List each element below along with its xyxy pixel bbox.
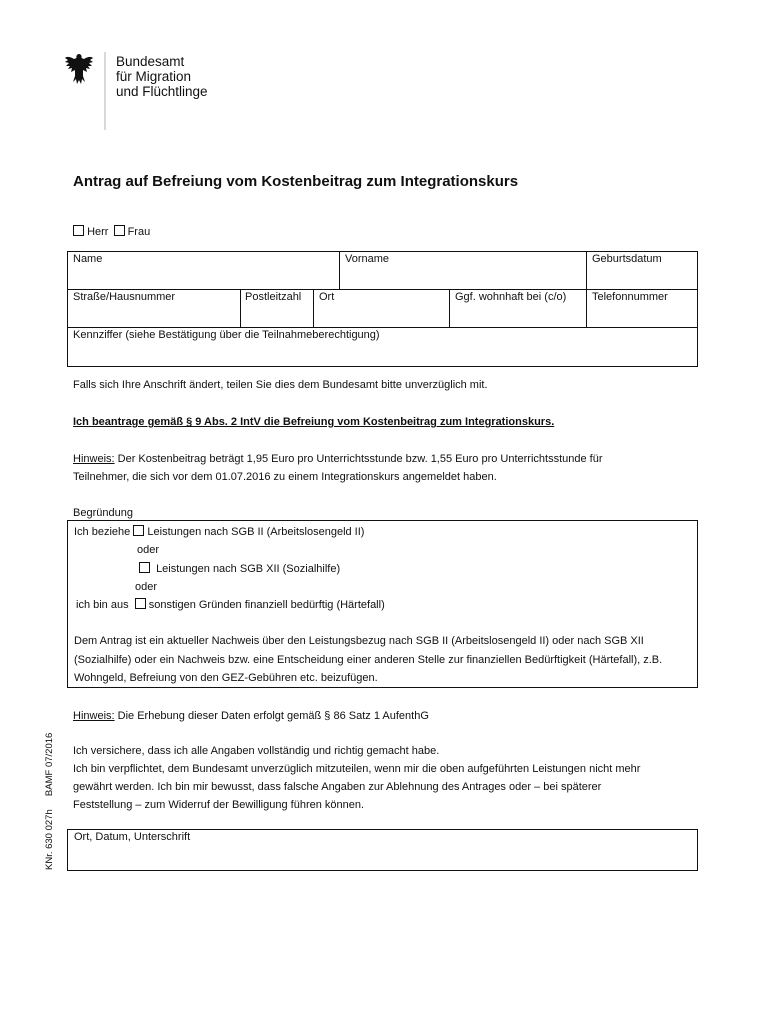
frau-checkbox[interactable]: [114, 225, 125, 236]
reason-note-line1: Dem Antrag ist ein aktueller Nachweis über den Leistungsbezug nach SGB II (Arbeitslosengeld II) oder nach SGB XII: [74, 635, 644, 647]
geburtsdatum-field[interactable]: Geburtsdatum: [592, 253, 662, 265]
hint-cost: [73, 450, 603, 468]
agency-line-3: und Flüchtlinge: [116, 84, 208, 99]
federal-eagle-icon: [64, 52, 94, 86]
personal-data-table: [67, 251, 698, 367]
herr-label: Herr: [87, 226, 109, 238]
plz-field[interactable]: Postleitzahl: [245, 291, 302, 303]
agency-name: [116, 54, 208, 99]
signature-label: Ort, Datum, Unterschrift: [74, 831, 191, 843]
declaration-line1: Ich versichere, dass ich alle Angaben vollständig und richtig gemacht habe.: [73, 745, 440, 757]
hint2-label: Hinweis:: [73, 710, 115, 722]
reason-option-sgb12: [139, 560, 340, 578]
herr-checkbox[interactable]: [73, 225, 84, 236]
salutation-row: [73, 223, 150, 241]
sgb2-checkbox[interactable]: [133, 525, 144, 536]
hint-label: Hinweis:: [73, 453, 115, 465]
form-title: Antrag auf Befreiung vom Kostenbeitrag zum Integrationskurs: [73, 173, 519, 190]
header-divider: [104, 52, 106, 130]
reason-option-sgb2: [74, 523, 364, 541]
telefon-field[interactable]: Telefonnummer: [592, 291, 668, 303]
name-field[interactable]: Name: [73, 253, 103, 265]
declaration-line2: Ich bin verpflichtet, dem Bundesamt unverzüglich mitzuteilen, wenn mir die oben aufgeführten Leistungen nicht mehr: [73, 763, 641, 775]
co-field[interactable]: Ggf. wohnhaft bei (c/o): [455, 291, 567, 303]
sgb12-label: Leistungen nach SGB XII (Sozialhilfe): [156, 563, 341, 575]
oder-2: oder: [135, 581, 158, 593]
frau-label: Frau: [127, 226, 151, 238]
hint-cost-line1: Der Kostenbeitrag beträgt 1,95 Euro pro Unterrichtsstunde bzw. 1,55 Euro pro Unterrichtsstunde für: [114, 453, 603, 465]
ich-bin-aus-label: ich bin aus: [76, 599, 129, 611]
reason-note-line3: Wohngeld, Befreiung von den GEZ-Gebühren etc. beizufügen.: [74, 672, 378, 684]
ort-field[interactable]: Ort: [319, 291, 335, 303]
reason-note-line2: (Sozialhilfe) oder ein Nachweis bzw. eine Entscheidung einer anderen Stelle zur finanziellen Bedürftigkeit (Härtefall), z.B.: [74, 654, 663, 666]
hint-data-collection: [73, 707, 429, 725]
application-statement: Ich beantrage gemäß § 9 Abs. 2 IntV die Befreiung vom Kostenbeitrag zum Integrationskurs.: [73, 416, 555, 428]
hardship-checkbox[interactable]: [135, 598, 146, 609]
kennziffer-field[interactable]: Kennziffer (siehe Bestätigung über die Teilnahmeberechtigung): [73, 329, 380, 341]
address-note: Falls sich Ihre Anschrift ändert, teilen Sie dies dem Bundesamt bitte unverzüglich mit.: [73, 379, 488, 391]
agency-line-2: für Migration: [116, 69, 192, 84]
agency-line-1: Bundesamt: [116, 54, 185, 69]
ich-beziehe-label: Ich beziehe: [74, 526, 131, 538]
hint2-text: Die Erhebung dieser Daten erfolgt gemäß § 86 Satz 1 AufenthG: [114, 710, 429, 722]
strasse-field[interactable]: Straße/Hausnummer: [73, 291, 176, 303]
reason-heading: Begründung: [73, 507, 133, 519]
sgb12-checkbox[interactable]: [139, 562, 150, 573]
reason-option-hardship: [76, 596, 385, 614]
declaration-line4: Feststellung – zum Widerruf der Bewilligung führen können.: [73, 799, 365, 811]
hint-cost-line2: Teilnehmer, die sich vor dem 01.07.2016 zu einem Integrationskurs angemeldet haben.: [73, 471, 497, 483]
oder-1: oder: [137, 544, 160, 556]
sgb2-label: Leistungen nach SGB II (Arbeitslosengeld II): [147, 526, 365, 538]
hardship-label: sonstigen Gründen finanziell bedürftig (Härtefall): [148, 599, 385, 611]
vorname-field[interactable]: Vorname: [345, 253, 390, 265]
declaration-line3: gewährt werden. Ich bin mir bewusst, dass falsche Angaben zur Ablehnung des Antrages oder – bei späterer: [73, 781, 602, 793]
form-code: KNr. 630 027h BAMF 07/2016: [44, 732, 55, 870]
